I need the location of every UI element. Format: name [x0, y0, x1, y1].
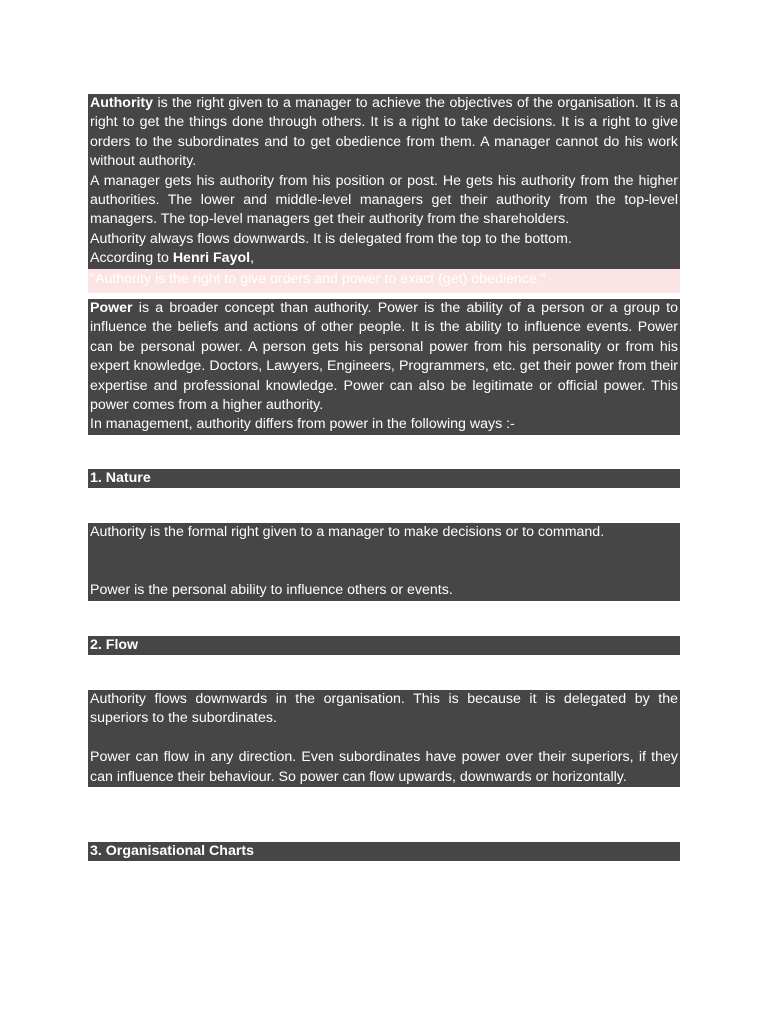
authority-flow-paragraph: Authority always flows downwards. It is delegated from the top to the bottom. — [90, 230, 572, 247]
section-heading-flow: 2. Flow — [88, 636, 680, 655]
authority-term: Authority — [90, 95, 154, 111]
power-definition-block — [88, 299, 680, 435]
authority-paragraph — [90, 94, 678, 172]
authority-definition-block — [88, 94, 680, 293]
section-heading-org-charts: 3. Organisational Charts — [88, 842, 680, 861]
fayol-name: Henri Fayol — [172, 250, 251, 267]
power-text: is a broader concept than authority. Power is the ability of a person or a group to influence the beliefs and actions of other people. It is the ability to influence events. Power can be personal power. A person gets his personal power from his personality or from his expert knowledge. Doctors, Lawyers, Engineers, Programmers, etc. get their power from their expertise and professional knowledge. Power can also be legitimate or official power. This power comes from a higher authority. — [90, 300, 678, 414]
power-paragraph — [90, 299, 678, 415]
section-nature-body — [88, 523, 680, 601]
authority-source-paragraph: A manager gets his authority from his position or post. He gets his authority from the higher authorities. The lower and middle-level managers get their authority from the top-level managers. The top-level managers get their authority from the shareholders. — [90, 172, 678, 228]
nature-power-text: Power is the personal ability to influence others or events. — [90, 582, 453, 599]
flow-authority-text: Authority flows downwards in the organisation. This is because it is delegated by the superiors to the subordinates. — [90, 691, 678, 727]
power-term: Power — [90, 300, 133, 316]
authority-text: is the right given to a manager to achieve the objectives of the organisation. It is a right to get the things done through others. It is a right to take decisions. It is a right to give orders to the subordinates and to get obedience from them. A manager cannot do his work without authority. — [90, 95, 678, 170]
differences-intro: In management, authority differs from power in the following ways :- — [90, 416, 515, 433]
flow-power-text: Power can flow in any direction. Even subordinates have power over their superiors, if they can influence their behaviour. So power can flow upwards, downwards or horizontally. — [90, 749, 678, 785]
fayol-quote: "Authority is the right to give orders and power to exact (get) obedience." — [88, 269, 680, 293]
nature-authority-text: Authority is the formal right given to a manager to make decisions or to command. — [90, 524, 605, 540]
section-heading-nature: 1. Nature — [88, 469, 680, 488]
fayol-attribution: According to Henri Fayol, — [90, 250, 255, 267]
section-flow-body — [88, 690, 680, 787]
